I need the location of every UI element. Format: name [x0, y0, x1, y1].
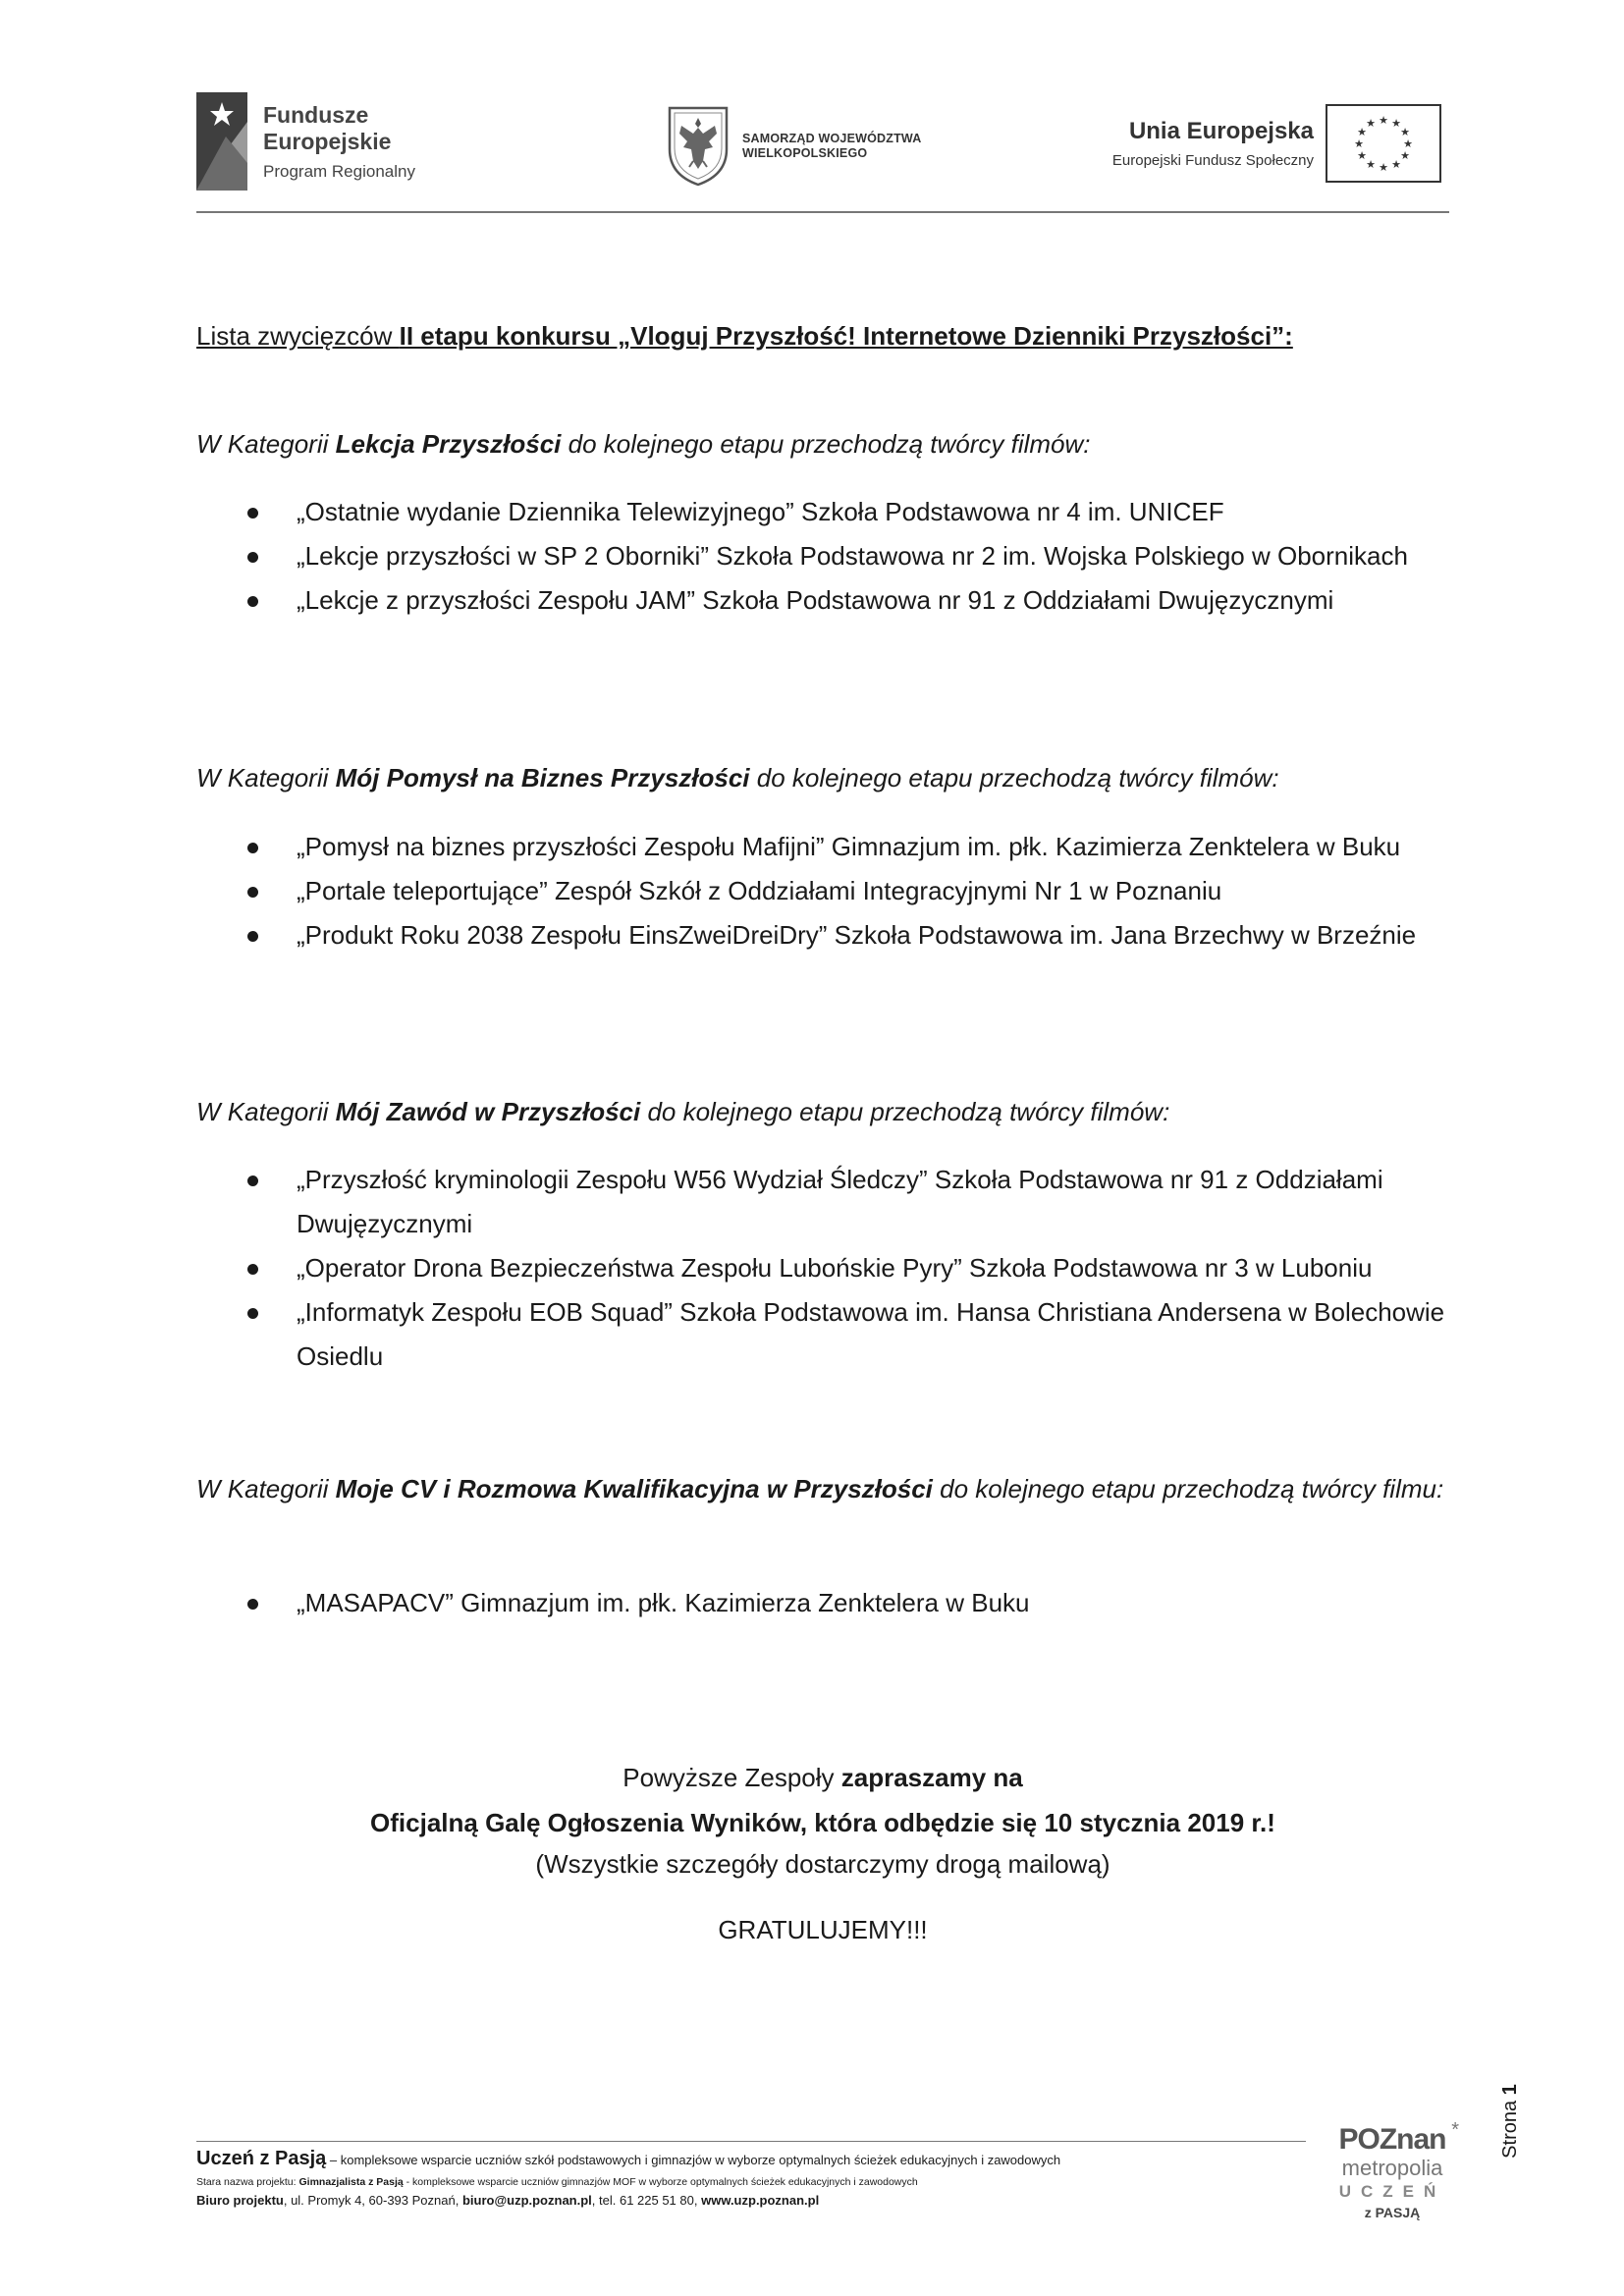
footer-brand: Uczeń z Pasją — [196, 2148, 327, 2169]
list-item: „Portale teleportujące” Zespół Szkół z Oddziałami Integracyjnymi Nr 1 w Poznaniu — [247, 869, 1451, 913]
category-heading — [196, 422, 1449, 466]
closing-line1-bold: zapraszamy na — [840, 1763, 1023, 1792]
poz-logo-line4: z PASJĄ — [1364, 2205, 1421, 2220]
category-prefix: W Kategorii — [196, 1097, 336, 1126]
svg-text:★: ★ — [1366, 117, 1376, 130]
footer-brand-desc: – kompleksowe wsparcie uczniów szkół podstawowych i gimnazjów w wyborze optymalnych ścieżek edukacyjnych i zawodowych — [326, 2153, 1061, 2167]
poz-logo-line1: POZnan — [1338, 2123, 1446, 2156]
closing-line1-plain: Powyższe Zespoły — [623, 1763, 841, 1792]
category-heading — [196, 1090, 1449, 1134]
footer-old-name-desc: - kompleksowe wsparcie uczniów gimnazjów MOF w wyborze optymalnych ścieżek edukacyjnych i zawodowych — [403, 2176, 918, 2188]
list-item: „Lekcje przyszłości w SP 2 Oborniki” Szkoła Podstawowa nr 2 im. Wojska Polskiego w Obornikach — [247, 534, 1451, 578]
fundusze-europejskie-mark-icon — [196, 92, 247, 191]
list-item: „MASAPACV” Gimnazjum im. płk. Kazimierza Zenktelera w Buku — [247, 1581, 1451, 1625]
list-item: „Operator Drona Bezpieczeństwa Zespołu Lubońskie Pyry” Szkoła Podstawowa nr 3 w Luboniu — [247, 1246, 1451, 1290]
intro-heading — [196, 318, 1293, 354]
svg-text:★: ★ — [1391, 117, 1401, 130]
svg-text:★: ★ — [1403, 137, 1413, 150]
fe-logo-line2: Europejskie — [263, 129, 392, 154]
page-number — [1490, 2072, 1530, 2170]
closing-details: (Wszystkie szczegóły dostarczymy drogą mailową) — [535, 1849, 1110, 1879]
list-item: „Pomysł na biznes przyszłości Zespołu Mafijni” Gimnazjum im. płk. Kazimierza Zenktelera w Buku — [247, 825, 1451, 869]
category-prefix: W Kategorii — [196, 763, 336, 793]
closing-invitation — [196, 1762, 1449, 1946]
winners-list — [247, 490, 1451, 623]
svg-text:★: ★ — [1400, 149, 1410, 162]
eu-flag-icon — [1326, 104, 1441, 183]
category-suffix: do kolejnego etapu przechodzą twórcy filmu: — [932, 1474, 1444, 1503]
intro-prefix: Lista zwycięzców — [196, 321, 400, 351]
list-item: „Produkt Roku 2038 Zespołu EinsZweiDreiDry” Szkoła Podstawowa im. Jana Brzechwy w Brzeźnie — [247, 913, 1451, 957]
footer-project-info — [196, 2146, 1286, 2211]
svg-text:★: ★ — [1357, 149, 1367, 162]
fe-logo-line3: Program Regionalny — [263, 162, 415, 181]
category-heading — [196, 756, 1449, 800]
category-suffix: do kolejnego etapu przechodzą twórcy filmów: — [640, 1097, 1170, 1126]
svg-text:★: ★ — [1400, 126, 1410, 138]
svg-text:★: ★ — [1379, 161, 1388, 174]
gala-announcement: Oficjalną Galę Ogłoszenia Wyników, która odbędzie się 10 stycznia 2019 r.! — [370, 1808, 1275, 1837]
eagle-crest-icon — [666, 104, 731, 187]
fe-logo-line1: Fundusze — [263, 102, 369, 128]
poznan-metropolia-logo — [1324, 2119, 1461, 2261]
svg-text:★: ★ — [1379, 114, 1388, 127]
category-prefix: W Kategorii — [196, 1474, 336, 1503]
unia-europejska-logo — [1049, 104, 1441, 187]
page-number-value: 1 — [1499, 2084, 1521, 2096]
footer-old-name: Gimnazjalista z Pasją — [298, 2176, 404, 2188]
winners-list — [247, 1581, 1451, 1625]
sw-logo-line1: SAMORZĄD WOJEWÓDZTWA — [742, 132, 922, 145]
footer-old-name-label: Stara nazwa projektu: — [196, 2176, 299, 2188]
winners-list — [247, 825, 1451, 957]
page-number-label: Strona — [1499, 2095, 1521, 2159]
svg-text:★: ★ — [1366, 158, 1376, 171]
category-name: Mój Pomysł na Biznes Przyszłości — [335, 763, 750, 793]
category-suffix: do kolejnego etapu przechodzą twórcy filmów: — [561, 429, 1091, 459]
star-icon: * — [1451, 2119, 1459, 2141]
category-suffix: do kolejnego etapu przechodzą twórcy filmów: — [749, 763, 1279, 793]
category-name: Mój Zawód w Przyszłości — [335, 1097, 641, 1126]
header-divider — [196, 211, 1449, 213]
footer-email: biuro@uzp.poznan.pl — [461, 2193, 592, 2208]
list-item: „Przyszłość kryminologii Zespołu W56 Wydział Śledczy” Szkoła Podstawowa nr 91 z Oddziałami Dwujęzycznymi — [247, 1158, 1451, 1246]
poz-logo-line3: UCZEŃ — [1338, 2182, 1446, 2201]
footer-divider — [196, 2141, 1306, 2142]
svg-text:★: ★ — [1391, 158, 1401, 171]
footer-office-label: Biuro projektu — [196, 2193, 284, 2208]
ue-logo-line2: Europejski Fundusz Społeczny — [1111, 152, 1314, 169]
footer-office-address: , ul. Promyk 4, 60-393 Poznań, — [283, 2193, 462, 2208]
svg-text:★: ★ — [1357, 126, 1367, 138]
closing-line1 — [196, 1762, 1449, 1794]
winners-list — [247, 1158, 1451, 1379]
footer-website: www.uzp.poznan.pl — [701, 2193, 820, 2208]
list-item: „Ostatnie wydanie Dziennika Telewizyjnego” Szkoła Podstawowa nr 4 im. UNICEF — [247, 490, 1451, 534]
svg-text:★: ★ — [1354, 137, 1364, 150]
category-prefix: W Kategorii — [196, 429, 336, 459]
category-name: Moje CV i Rozmowa Kwalifikacyjna w Przyszłości — [335, 1474, 933, 1503]
list-item: „Lekcje z przyszłości Zespołu JAM” Szkoła Podstawowa nr 91 z Oddziałami Dwujęzycznymi — [247, 578, 1451, 623]
list-item: „Informatyk Zespołu EOB Squad” Szkoła Podstawowa im. Hansa Christiana Andersena w Bolechowie Osiedlu — [247, 1290, 1451, 1379]
fundusze-europejskie-logo — [196, 90, 452, 193]
sw-logo-line2: WIELKOPOLSKIEGO — [742, 146, 868, 160]
congratulations: GRATULUJEMY!!! — [718, 1915, 928, 1944]
ue-logo-line1: Unia Europejska — [1128, 118, 1314, 144]
category-name: Lekcja Przyszłości — [335, 429, 562, 459]
category-heading — [196, 1467, 1449, 1511]
footer-phone: , tel. 61 225 51 80, — [591, 2193, 702, 2208]
intro-contest-name: II etapu konkursu „Vloguj Przyszłość! Internetowe Dzienniki Przyszłości”: — [399, 321, 1293, 351]
poz-logo-line2: metropolia — [1341, 2156, 1443, 2180]
samorzad-wojewodztwa-logo — [666, 104, 960, 187]
